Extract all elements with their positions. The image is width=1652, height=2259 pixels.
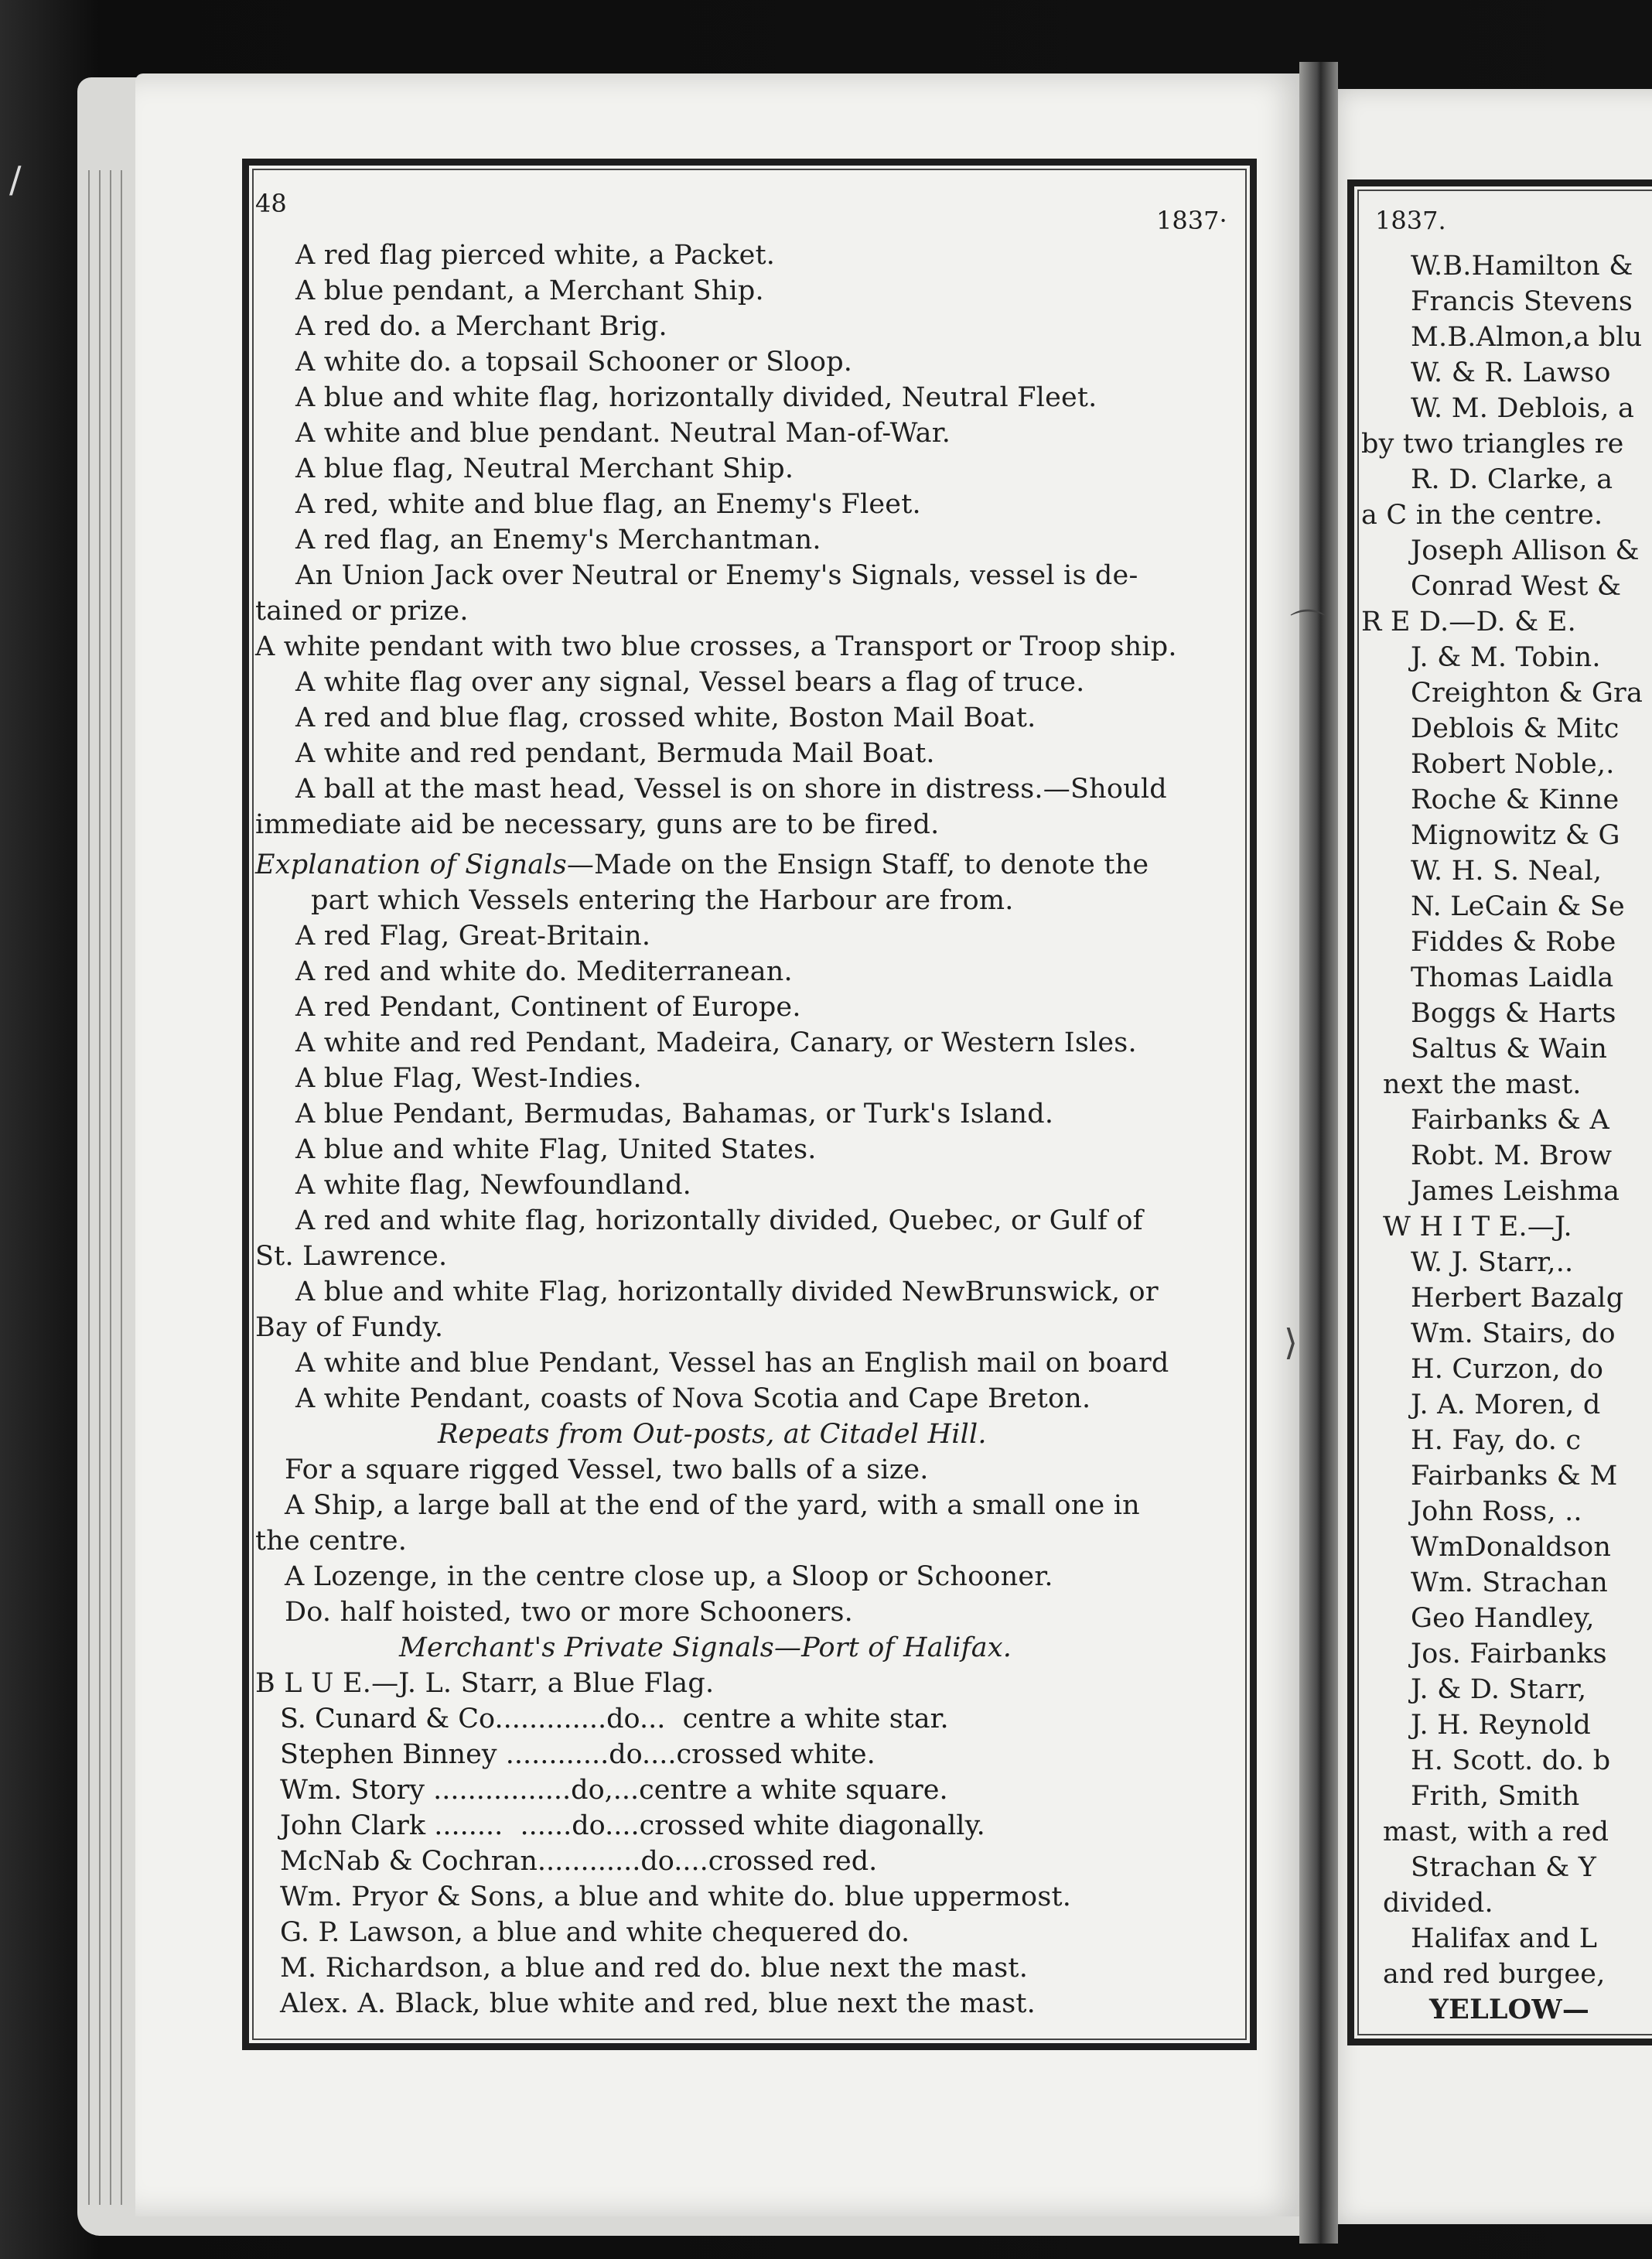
text-line: tained or prize. — [255, 596, 469, 627]
text-line: by two triangles re — [1361, 429, 1624, 460]
text-line: Creighton & Gra — [1411, 678, 1643, 709]
text-line: mast, with a red — [1383, 1816, 1609, 1847]
text-line: Fairbanks & A — [1411, 1105, 1609, 1136]
text-line: A red do. a Merchant Brig. — [295, 311, 667, 342]
text-line: A blue Pendant, Bermudas, Bahamas, or Turk's Island. — [295, 1099, 1054, 1130]
text-line: Strachan & Y — [1411, 1852, 1597, 1883]
text-line: A red and blue flag, crossed white, Boston Mail Boat. — [295, 702, 1036, 733]
thread-mark-icon: / — [9, 159, 22, 200]
text-line: Saltus & Wain — [1411, 1034, 1608, 1065]
text-line: A blue and white Flag, horizontally divided NewBrunswick, or — [295, 1276, 1159, 1307]
text-line: Wm. Strachan — [1411, 1567, 1609, 1598]
text-line: part which Vessels entering the Harbour are from. — [311, 885, 1014, 916]
text-line: immediate aid be necessary, guns are to be fired. — [255, 809, 940, 840]
text-line: G. P. Lawson, a blue and white chequered do. — [280, 1917, 910, 1948]
page-edge-line — [99, 170, 101, 2205]
text-line: J. & D. Starr, — [1411, 1674, 1587, 1705]
text-line: A red and white flag, horizontally divided, Quebec, or Gulf of — [295, 1205, 1143, 1236]
text-line: A white and blue Pendant, Vessel has an English mail on board — [295, 1348, 1169, 1379]
text-line: WmDonaldson — [1411, 1532, 1612, 1563]
signal-row: Stephen Binney ............do....crossed white. — [280, 1739, 875, 1770]
text-line: Mignowitz & G — [1411, 820, 1620, 851]
text-line: Thomas Laidla — [1411, 962, 1614, 993]
text-line: YELLOW— — [1429, 1994, 1590, 2025]
text-line: A red, white and blue flag, an Enemy's Fleet. — [295, 489, 921, 520]
text-line: J. H. Reynold — [1411, 1710, 1591, 1741]
text-line: W.B.Hamilton & — [1411, 251, 1633, 282]
merchant-heading: Merchant's Private Signals—Port of Halifax. — [399, 1632, 1012, 1663]
text-line: James Leishma — [1411, 1176, 1620, 1207]
text-line: A red and white do. Mediterranean. — [295, 956, 793, 987]
text-line: A blue pendant, a Merchant Ship. — [295, 275, 764, 306]
text-line: Frith, Smith — [1411, 1781, 1580, 1812]
text-line: Roche & Kinne — [1411, 784, 1620, 815]
text-line: Halifax and L — [1411, 1923, 1598, 1954]
text-line: Francis Stevens — [1411, 286, 1633, 317]
page-number: 48 — [255, 189, 287, 218]
text-line: R E D.—D. & E. — [1361, 607, 1576, 637]
text-line: Alex. A. Black, blue white and red, blue next the mast. — [280, 1988, 1036, 2019]
text-line: A white and blue pendant. Neutral Man-of-War. — [295, 418, 951, 449]
text-line: W. J. Starr,.. — [1411, 1247, 1574, 1278]
text-line: A blue flag, Neutral Merchant Ship. — [295, 453, 794, 484]
text-line: next the mast. — [1383, 1069, 1582, 1100]
text-line: N. LeCain & Se — [1411, 891, 1625, 922]
right-page-year: 1837. — [1375, 206, 1446, 235]
signal-row: McNab & Cochran............do....crossed red. — [280, 1846, 878, 1877]
text-line: Wm. Stairs, do — [1411, 1318, 1616, 1349]
explanation-text: —Made on the Ensign Staff, to denote the — [566, 849, 1149, 880]
left-page-text — [252, 0, 1258, 2259]
text-line: W. M. Deblois, a — [1411, 393, 1635, 424]
text-line: A Ship, a large ball at the end of the yard, with a small one in — [285, 1490, 1140, 1521]
text-line: An Union Jack over Neutral or Enemy's Signals, vessel is de- — [295, 560, 1138, 591]
text-line: Jos. Fairbanks — [1411, 1639, 1607, 1669]
text-line: M.B.Almon,a blu — [1411, 322, 1643, 353]
text-line: A white and red Pendant, Madeira, Canary, or Western Isles. — [295, 1027, 1137, 1058]
text-line: divided. — [1383, 1888, 1493, 1919]
text-line: A white pendant with two blue crosses, a Transport or Troop ship. — [255, 631, 1177, 662]
text-line: A red Flag, Great-Britain. — [295, 921, 651, 952]
text-line: A white and red pendant, Bermuda Mail Boat. — [295, 738, 935, 769]
text-line: H. Curzon, do — [1411, 1354, 1604, 1385]
text-line: Joseph Allison & — [1411, 535, 1640, 566]
text-line: Fairbanks & M — [1411, 1461, 1618, 1492]
book-gutter — [1299, 62, 1338, 2244]
signal-row: John Clark ........ ......do....crossed white diagonally. — [280, 1810, 985, 1841]
page-edge-line — [88, 170, 90, 2205]
text-line: a C in the centre. — [1361, 500, 1603, 531]
text-line: Fiddes & Robe — [1411, 927, 1616, 958]
text-line: A red flag pierced white, a Packet. — [295, 240, 776, 271]
text-line: A white flag, Newfoundland. — [295, 1170, 692, 1201]
text-line: H. Scott. do. b — [1411, 1745, 1611, 1776]
page-edge-line — [110, 170, 111, 2205]
text-line: J. A. Moren, d — [1411, 1389, 1601, 1420]
text-line: R. D. Clarke, a — [1411, 464, 1613, 495]
text-line: Geo Handley, — [1411, 1603, 1595, 1634]
text-line: A blue Flag, West-Indies. — [295, 1063, 642, 1094]
explanation-heading: Explanation of Signals — [255, 849, 567, 880]
text-line: W. H. S. Neal, — [1411, 856, 1603, 887]
text-line: A white flag over any signal, Vessel bears a flag of truce. — [295, 667, 1085, 698]
text-line: John Ross, .. — [1411, 1496, 1582, 1527]
text-line: Wm. Pryor & Sons, a blue and white do. blue uppermost. — [280, 1881, 1072, 1912]
signal-row: S. Cunard & Co.............do... centre a white star. — [280, 1704, 949, 1734]
text-line: M. Richardson, a blue and red do. blue next the mast. — [280, 1953, 1029, 1984]
text-line: Conrad West & — [1411, 571, 1622, 602]
text-line: A white Pendant, coasts of Nova Scotia and Cape Breton. — [295, 1383, 1091, 1414]
text-line: H. Fay, do. c — [1411, 1425, 1582, 1456]
blue-section-line: B L U E.—J. L. Starr, a Blue Flag. — [255, 1668, 715, 1699]
text-line: A white do. a topsail Schooner or Sloop. — [295, 347, 853, 378]
thread-mark-icon: ⌒ — [1290, 607, 1326, 648]
explanation-line — [255, 848, 1149, 882]
text-line: the centre. — [255, 1526, 408, 1557]
text-line: W H I T E.—J. — [1383, 1212, 1572, 1242]
text-line: For a square rigged Vessel, two balls of a size. — [285, 1454, 929, 1485]
text-line: A blue and white flag, horizontally divided, Neutral Fleet. — [295, 382, 1097, 413]
text-line: Herbert Bazalg — [1411, 1283, 1624, 1314]
right-page-text — [1360, 0, 1652, 2259]
text-line: Deblois & Mitc — [1411, 713, 1620, 744]
text-line: Boggs & Harts — [1411, 998, 1616, 1029]
text-line: A red flag, an Enemy's Merchantman. — [295, 525, 821, 555]
page-edge-line — [121, 170, 122, 2205]
text-line: A ball at the mast head, Vessel is on shore in distress.—Should — [295, 774, 1167, 805]
text-line: A blue and white Flag, United States. — [295, 1134, 817, 1165]
repeats-heading: Repeats from Out-posts, at Citadel Hill. — [438, 1419, 987, 1450]
text-line: Robert Noble,. — [1411, 749, 1615, 780]
page-year: 1837· — [1156, 206, 1227, 235]
signal-row: Wm. Story ................do,...centre a white square. — [280, 1775, 948, 1806]
text-line: W. & R. Lawso — [1411, 357, 1611, 388]
text-line: and red burgee, — [1383, 1959, 1606, 1990]
text-line: Do. half hoisted, two or more Schooners. — [285, 1597, 853, 1628]
text-line: J. & M. Tobin. — [1411, 642, 1601, 673]
text-line: St. Lawrence. — [255, 1241, 448, 1272]
text-line: A Lozenge, in the centre close up, a Sloop or Schooner. — [285, 1561, 1053, 1592]
text-line: Robt. M. Brow — [1411, 1140, 1613, 1171]
text-line: Bay of Fundy. — [255, 1312, 444, 1343]
thread-mark-icon: ⟩ — [1284, 1321, 1298, 1363]
text-line: A red Pendant, Continent of Europe. — [295, 992, 801, 1023]
